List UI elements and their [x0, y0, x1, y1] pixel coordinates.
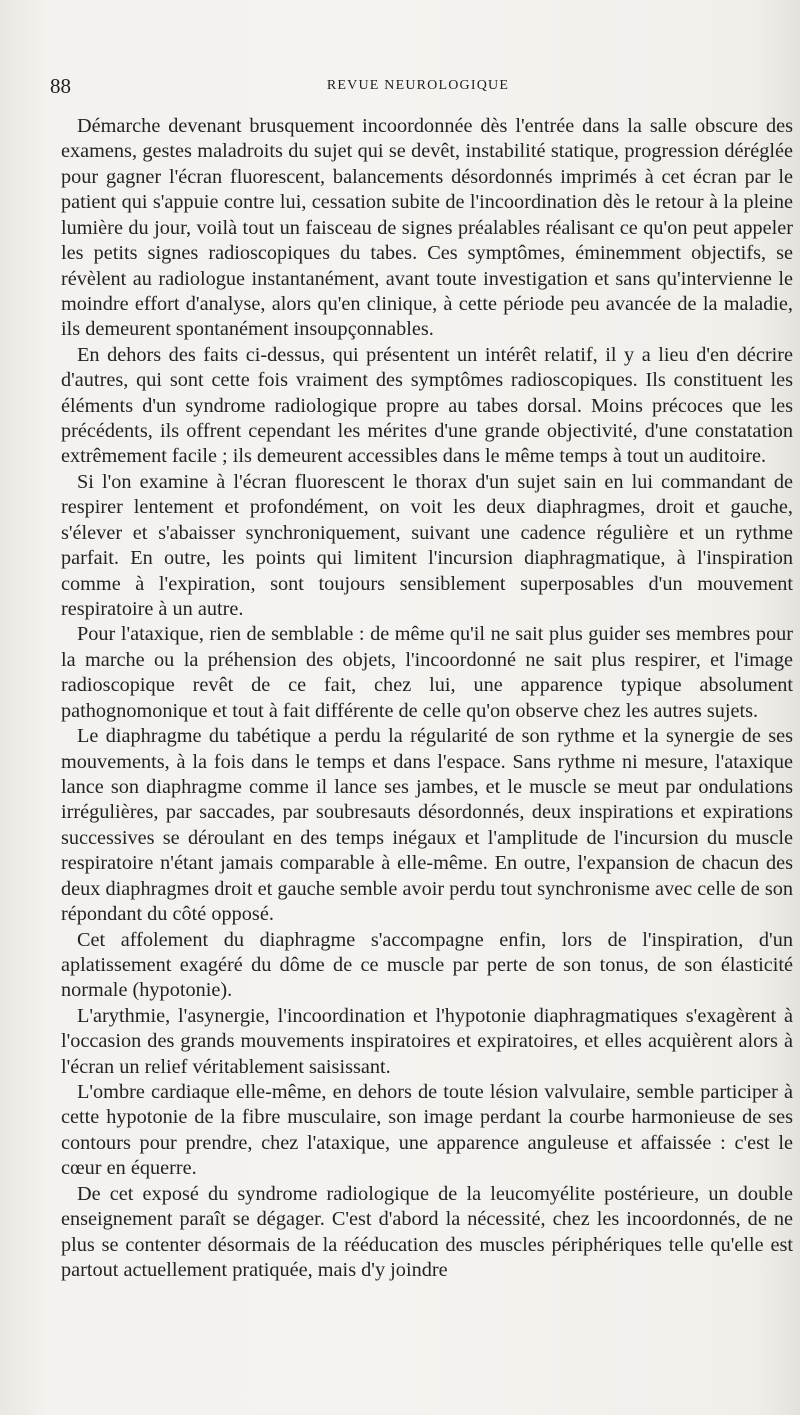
paragraph: Démarche devenant brusquement incoordonnée dès l'entrée dans la salle obscure des examens, gestes maladroits du sujet qui se devêt, instabilité statique, progression déréglée pour gagner l'écran fluorescent, balancements désordonnés imprimés à cet écran par le patient qui s'appuie contre lui, cessation subite de l'incoordination dès le retour à la pleine lumière du jour, voilà tout un faisceau de signes préalables réalisant ce qu'on peut appeler les petits signes radioscopiques du tabes. Ces symptômes, éminemment objectifs, se révèlent au radiologue instantanément, avant toute investigation et sans qu'intervienne le moindre effort d'analyse, alors qu'en clinique, à cette période peu avancée de la maladie, ils demeurent spontanément insoupçonnables.: [61, 115, 793, 341]
running-title: REVUE NEUROLOGIQUE: [326, 78, 510, 93]
paragraph: De cet exposé du syndrome radiologique de la leucomyélite postérieure, un double enseignement paraît se dégager. C'est d'abord la nécessité, chez les incoordonnés, de ne plus se contenter désormais de la rééducation des muscles périphériques telle qu'elle est partout actuellement pratiquée, mais d'y joindre: [61, 1182, 793, 1281]
paragraph: En dehors des faits ci-dessus, qui présentent un intérêt relatif, il y a lieu d'en décrire d'autres, qui sont cette fois vraiment des symptômes radioscopiques. Ils constituent les éléments d'un syndrome radiologique propre au tabes dorsal. Moins précoces que les précédents, ils offrent cependant les mérites d'une grande objectivité, d'une constatation extrêmement facile ; ils demeurent accessibles dans le même temps à tout un auditoire.: [61, 343, 793, 468]
paragraph: Cet affolement du diaphragme s'accompagne enfin, lors de l'inspiration, d'un aplatissement exagéré du dôme de ce muscle par perte de son tonus, de son élasticité normale (hypotonie).: [61, 928, 793, 1002]
paragraph: Le diaphragme du tabétique a perdu la régularité de son rythme et la synergie de ses mouvements, à la fois dans le temps et dans l'espace. Sans rythme ni mesure, l'ataxique lance son diaphragme comme il lance ses jambes, et le muscle se meut par ondulations irrégulières, par saccades, par soubresauts désordonnés, deux inspirations et expirations successives se déroulant en des temps inégaux et l'amplitude de l'incursion du muscle respiratoire n'étant jamais comparable à elle-même. En outre, l'expansion de chacun des deux diaphragmes droit et gauche semble avoir perdu tout synchronisme avec celle de son répondant du côté opposé.: [61, 725, 793, 926]
paragraph: Pour l'ataxique, rien de semblable : de même qu'il ne sait plus guider ses membres pour la marche ou la préhension des objets, l'incoordonné ne sait plus respirer, et l'image radioscopique revêt de ce fait, chez lui, une apparence typique absolument pathognomonique et tout à fait différente de celle qu'on observe chez les autres sujets.: [61, 623, 793, 722]
page-number: 88: [50, 74, 71, 98]
paragraph: Si l'on examine à l'écran fluorescent le thorax d'un sujet sain en lui commandant de respirer lentement et profondément, on voit les deux diaphragmes, droit et gauche, s'élever et s'abaisser synchroniquement, suivant une cadence régulière et un rythme parfait. En outre, les points qui limitent l'incursion diaphragmatique, à l'inspiration comme à l'expiration, sont toujours sensiblement superposables d'un mouvement respiratoire à un autre.: [61, 470, 793, 621]
article-body: [61, 114, 793, 1283]
paragraph: L'ombre cardiaque elle-même, en dehors de toute lésion valvulaire, semble participer à cette hypotonie de la fibre musculaire, son image perdant la courbe harmonieuse de ses contours pour prendre, chez l'ataxique, une apparence anguleuse et affaissée : c'est le cœur en équerre.: [61, 1081, 793, 1180]
paragraph: L'arythmie, l'asynergie, l'incoordination et l'hypotonie diaphragmatiques s'exagèrent à l'occasion des grands mouvements inspiratoires et expiratoires, et elles acquièrent alors à l'écran un relief véritablement saisissant.: [61, 1004, 793, 1078]
page-header: [50, 74, 750, 98]
